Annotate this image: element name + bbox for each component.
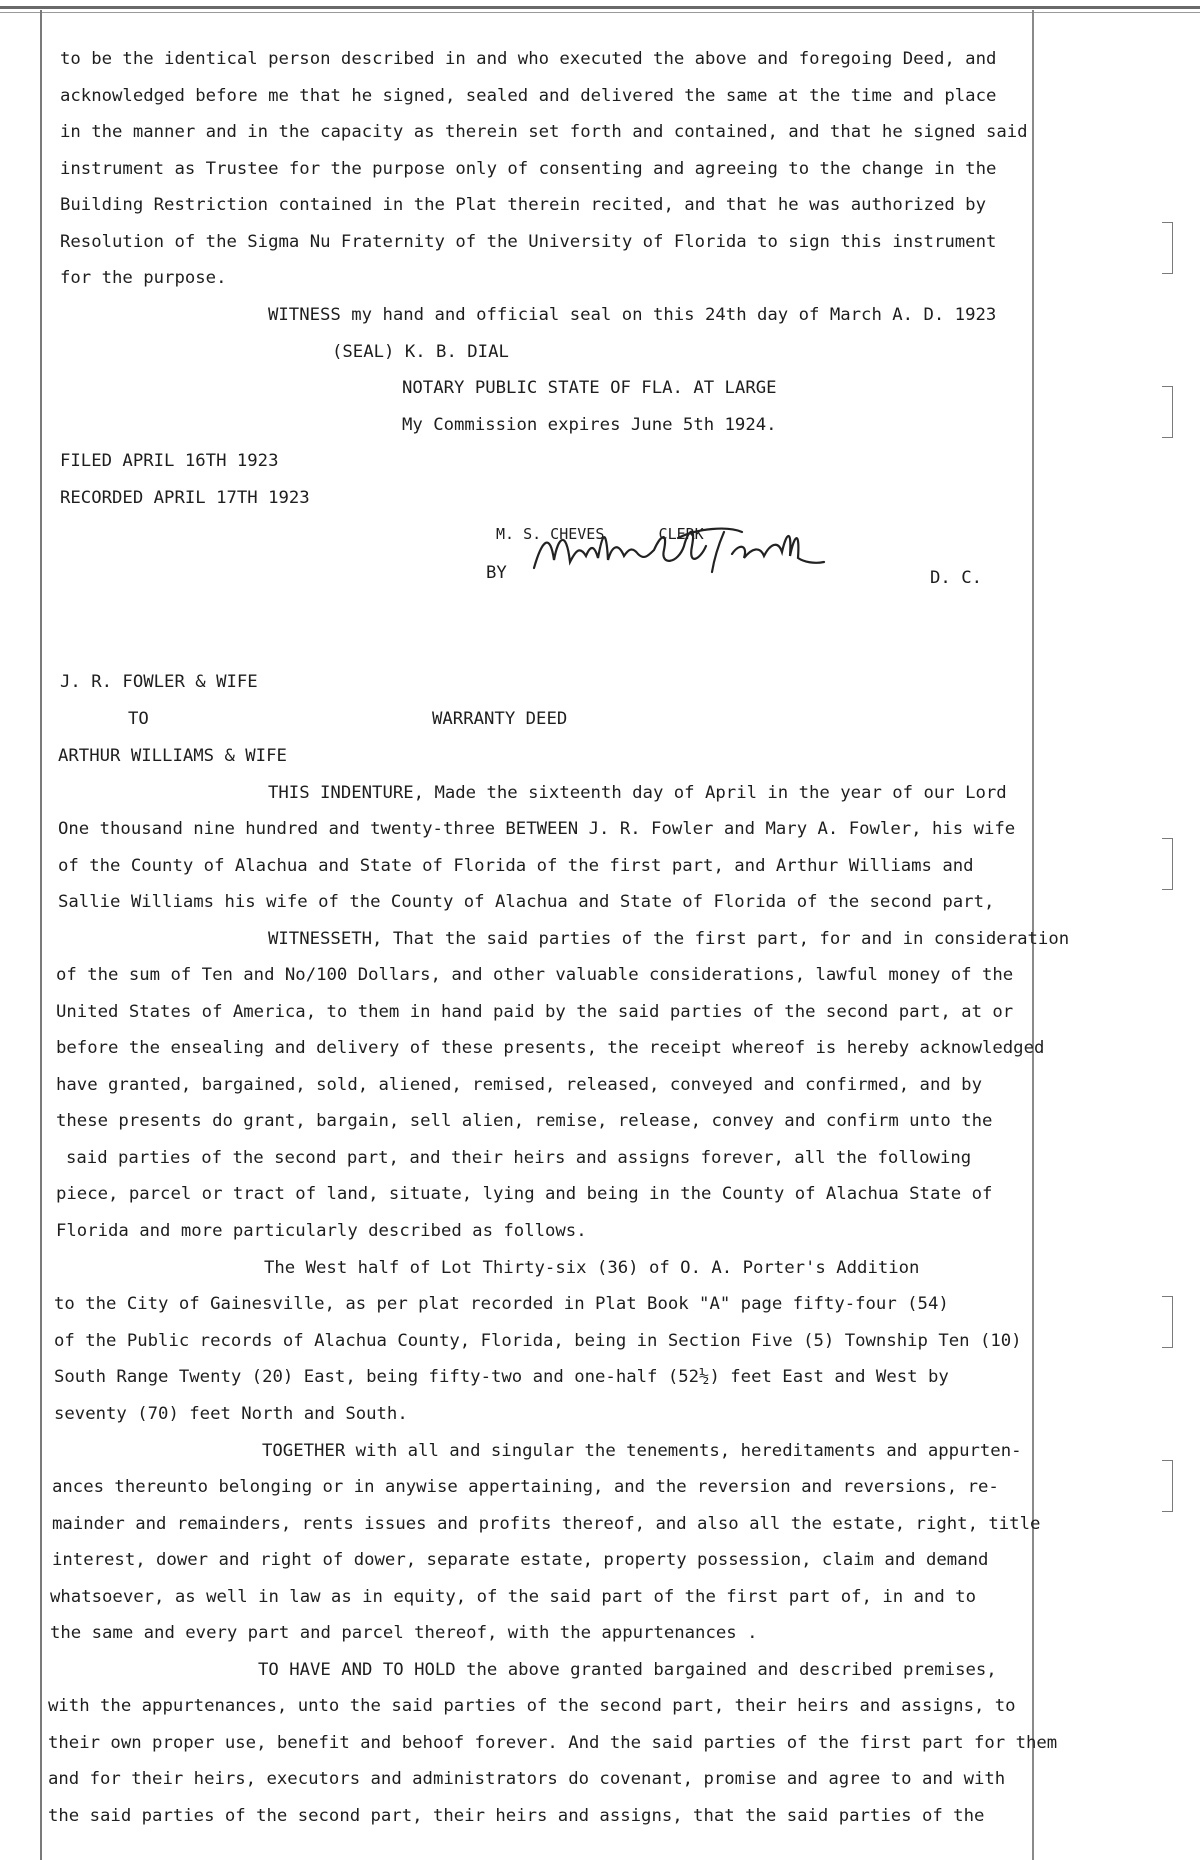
deed-line: seventy (70) feet North and South. — [54, 1404, 408, 1424]
deputy-clerk-label: D. C. — [930, 568, 983, 588]
deed-line: ances thereunto belonging or in anywise appertaining, and the reversion and reversions, re- — [52, 1477, 999, 1497]
deed-line: TOGETHER with all and singular the tenements, hereditaments and appurten- — [262, 1441, 1022, 1461]
deed-line: United States of America, to them in hand paid by the said parties of the second part, at or — [56, 1002, 1014, 1022]
to-label: TO — [128, 709, 149, 729]
left-margin-line — [40, 10, 42, 1860]
grantee-caption: ARTHUR WILLIAMS & WIFE — [58, 746, 287, 766]
notary-line: in the manner and in the capacity as therein set forth and contained, and that he signed said — [60, 122, 1028, 142]
deed-line: before the ensealing and delivery of these presents, the receipt whereof is hereby acknowledged — [56, 1038, 1045, 1058]
deed-line: WITNESSETH, That the said parties of the first part, for and in consideration — [268, 929, 1070, 949]
deed-line: mainder and remainders, rents issues and profits thereof, and also all the estate, right, title — [52, 1514, 1041, 1534]
deed-line: of the Public records of Alachua County, Florida, being in Section Five (5) Township Ten (10) — [54, 1331, 1022, 1351]
deed-line: The West half of Lot Thirty-six (36) of O. A. Porter's Addition — [264, 1258, 920, 1278]
notary-line: to be the identical person described in and who executed the above and foregoing Deed, and — [60, 49, 997, 69]
notary-line: for the purpose. — [60, 268, 227, 288]
deed-line: these presents do grant, bargain, sell alien, remise, release, convey and confirm unto the — [56, 1111, 993, 1131]
deed-line: of the sum of Ten and No/100 Dollars, and other valuable considerations, lawful money of the — [56, 965, 1014, 985]
deed-line: One thousand nine hundred and twenty-three BETWEEN J. R. Fowler and Mary A. Fowler, his wife — [58, 819, 1016, 839]
handwritten-signature — [528, 516, 828, 586]
deed-line: of the County of Alachua and State of Florida of the first part, and Arthur Williams and — [58, 856, 974, 876]
notary-line: acknowledged before me that he signed, sealed and delivered the same at the time and place — [60, 86, 997, 106]
deed-line: THIS INDENTURE, Made the sixteenth day of April in the year of our Lord — [268, 783, 1007, 803]
seal-name: (SEAL) K. B. DIAL — [332, 342, 509, 362]
deed-type: WARRANTY DEED — [432, 709, 568, 729]
notary-line: Building Restriction contained in the Plat therein recited, and that he was authorized by — [60, 195, 986, 215]
binding-mark — [1162, 386, 1173, 438]
notary-title: NOTARY PUBLIC STATE OF FLA. AT LARGE — [402, 378, 777, 398]
deed-line: said parties of the second part, and their heirs and assigns forever, all the following — [66, 1148, 972, 1168]
deed-line: the same and every part and parcel thereof, with the appurtenances . — [50, 1623, 758, 1643]
recorded-date: RECORDED APRIL 17TH 1923 — [60, 488, 310, 508]
deed-line: and for their heirs, executors and administrators do covenant, promise and agree to and with — [48, 1769, 1006, 1789]
top-rule-thin — [0, 12, 1200, 13]
top-rule — [0, 6, 1200, 9]
notary-line: Resolution of the Sigma Nu Fraternity of the University of Florida to sign this instrument — [60, 232, 997, 252]
deed-line: piece, parcel or tract of land, situate, lying and being in the County of Alachua State of — [56, 1184, 993, 1204]
deed-line: to the City of Gainesville, as per plat recorded in Plat Book "A" page fifty-four (54) — [54, 1294, 949, 1314]
notary-line: instrument as Trustee for the purpose only of consenting and agreeing to the change in the — [60, 159, 997, 179]
deed-line: the said parties of the second part, their heirs and assigns, that the said parties of the — [48, 1806, 985, 1826]
binding-mark — [1162, 1296, 1173, 1348]
witness-line: WITNESS my hand and official seal on this 24th day of March A. D. 1923 — [268, 305, 997, 325]
binding-mark — [1162, 838, 1173, 890]
by-label: BY — [486, 563, 507, 583]
deed-line: with the appurtenances, unto the said parties of the second part, their heirs and assigns, to — [48, 1696, 1016, 1716]
clerk-line: M. S. CHEVES CLERK — [496, 525, 704, 543]
deed-line: South Range Twenty (20) East, being fifty-two and one-half (52½) feet East and West by — [54, 1367, 949, 1387]
deed-line: interest, dower and right of dower, separate estate, property possession, claim and demand — [52, 1550, 989, 1570]
deed-line: have granted, bargained, sold, aliened, remised, released, conveyed and confirmed, and by — [56, 1075, 982, 1095]
filed-date: FILED APRIL 16TH 1923 — [60, 451, 279, 471]
deed-line: TO HAVE AND TO HOLD the above granted bargained and described premises, — [258, 1660, 997, 1680]
grantor-caption: J. R. FOWLER & WIFE — [60, 672, 258, 692]
commission-expiry: My Commission expires June 5th 1924. — [402, 415, 777, 435]
binding-mark — [1162, 1460, 1173, 1512]
deed-line: whatsoever, as well in law as in equity, of the said part of the first part of, in and to — [50, 1587, 976, 1607]
deed-line: their own proper use, benefit and behoof forever. And the said parties of the first part for them — [48, 1733, 1058, 1753]
deed-line: Sallie Williams his wife of the County of Alachua and State of Florida of the second part, — [58, 892, 995, 912]
binding-mark — [1162, 222, 1173, 274]
deed-line: Florida and more particularly described as follows. — [56, 1221, 587, 1241]
